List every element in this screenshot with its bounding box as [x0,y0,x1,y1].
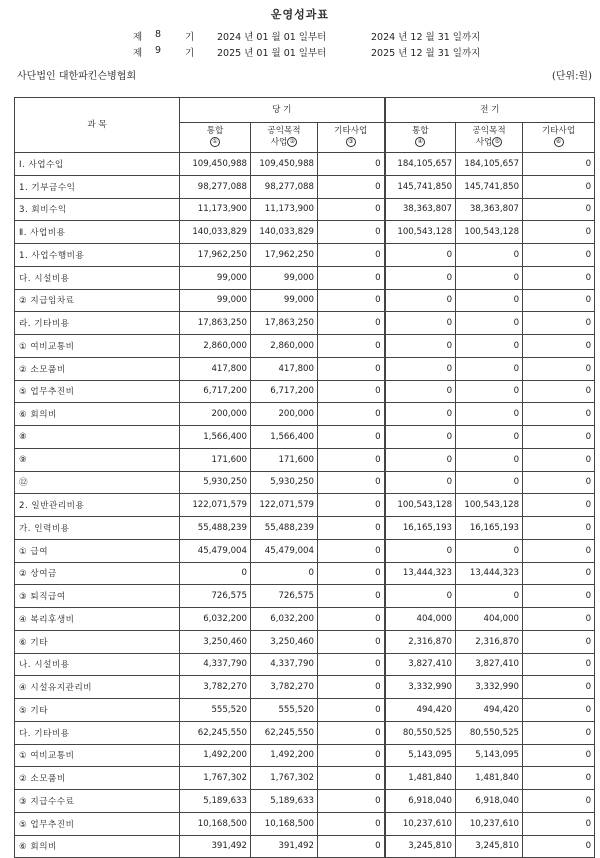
row-value: 0 [523,517,595,540]
row-item-name: 1. 기부금수익 [15,175,180,198]
table-row [15,448,595,471]
row-value: 0 [523,585,595,608]
table-row [15,608,595,631]
table-row [15,653,595,676]
row-value: 10,237,610 [385,812,456,835]
row-value: 140,033,829 [251,221,318,244]
row-value: 184,105,657 [385,153,456,176]
row-value: 100,543,128 [385,494,456,517]
row-value: 13,444,323 [456,562,523,585]
period-end: 2025 년 12 월 31 일까지 [371,48,481,59]
column-header [180,123,251,153]
row-value: 0 [523,357,595,380]
column-number-marker: ⑥ [554,137,564,147]
table-row [15,357,595,380]
row-value: 494,420 [385,699,456,722]
row-value: 0 [318,744,385,767]
row-value: 0 [523,744,595,767]
row-value: 0 [318,676,385,699]
row-value: 0 [523,562,595,585]
row-value: 0 [523,539,595,562]
row-value: 17,863,250 [251,312,318,335]
row-value: 145,741,850 [456,175,523,198]
column-number-marker: ⑤ [492,137,502,147]
row-value: 1,767,302 [180,767,251,790]
row-value: 0 [456,539,523,562]
row-value: 0 [523,289,595,312]
column-number-marker: ③ [346,137,356,147]
row-value: 98,277,088 [180,175,251,198]
row-value: 13,444,323 [385,562,456,585]
column-header [523,123,595,153]
row-value: 0 [523,790,595,813]
row-item-name: 가. 인력비용 [15,517,180,540]
row-value: 0 [523,266,595,289]
row-value: 0 [318,699,385,722]
row-value: 0 [318,312,385,335]
row-value: 0 [318,380,385,403]
row-value: 0 [523,767,595,790]
row-item-name: ⑥ 회의비 [15,835,180,858]
table-row [15,539,595,562]
row-value: 0 [523,380,595,403]
column-header [385,123,456,153]
row-value: 0 [318,790,385,813]
table-row [15,812,595,835]
row-item-name: Ⅱ. 사업비용 [15,221,180,244]
column-header-label: 공익목적 [267,126,301,137]
table-row [15,471,595,494]
table-row [15,744,595,767]
row-value: 17,962,250 [251,244,318,267]
row-value: 200,000 [180,403,251,426]
row-value: 0 [456,266,523,289]
row-value: 0 [385,312,456,335]
table-row [15,153,595,176]
row-value: 10,168,500 [251,812,318,835]
row-value: 0 [523,653,595,676]
row-item-name: 1. 사업수행비용 [15,244,180,267]
row-value: 6,032,200 [180,608,251,631]
row-item-name: ③ 퇴직급여 [15,585,180,608]
row-value: 80,550,525 [385,721,456,744]
row-value: 10,237,610 [456,812,523,835]
column-header-label: 기타사업 [541,126,576,137]
row-value: 3,250,460 [251,630,318,653]
column-number-marker: ④ [415,137,425,147]
period-number: 8 [155,29,162,40]
row-value: 0 [523,335,595,358]
row-value: 3,827,410 [456,653,523,676]
row-value: 0 [318,585,385,608]
row-item-name: ⑤ 기타 [15,699,180,722]
row-value: 0 [523,630,595,653]
row-value: 0 [318,812,385,835]
row-value: 3,782,270 [180,676,251,699]
row-value: 1,492,200 [180,744,251,767]
row-value: 5,930,250 [251,471,318,494]
row-value: 0 [523,153,595,176]
row-value: 0 [318,562,385,585]
row-value: 726,575 [251,585,318,608]
row-item-name: ⑧ [15,426,180,449]
row-value: 55,488,239 [251,517,318,540]
column-header [318,123,385,153]
period-gi: 기 [185,32,195,43]
row-value: 5,189,633 [180,790,251,813]
row-value: 0 [318,289,385,312]
row-value: 0 [318,244,385,267]
row-value: 3,332,990 [456,676,523,699]
row-value: 0 [385,403,456,426]
row-value: 16,165,193 [456,517,523,540]
row-value: 0 [318,767,385,790]
row-value: 0 [385,448,456,471]
row-value: 4,337,790 [180,653,251,676]
row-value: 98,277,088 [251,175,318,198]
row-value: 0 [456,289,523,312]
period-number: 9 [155,45,162,56]
column-header-label: 사업 [270,137,288,148]
table-row [15,198,595,221]
row-value: 0 [318,721,385,744]
row-value: 6,032,200 [251,608,318,631]
row-value: 2,316,870 [456,630,523,653]
row-value: 109,450,988 [180,153,251,176]
row-value: 0 [318,357,385,380]
unit-label: (단위:원) [551,71,592,82]
row-value: 0 [385,380,456,403]
row-value: 0 [523,812,595,835]
row-value: 5,930,250 [180,471,251,494]
row-value: 0 [523,721,595,744]
row-value: 3,245,810 [456,835,523,858]
row-value: 0 [318,426,385,449]
table-row [15,266,595,289]
row-value: 11,173,900 [180,198,251,221]
row-item-name: ① 여비교통비 [15,744,180,767]
row-value: 200,000 [251,403,318,426]
column-number-marker: ② [287,137,297,147]
table-row [15,585,595,608]
row-value: 0 [456,244,523,267]
row-value: 0 [318,175,385,198]
row-item-name: ⑥ 회의비 [15,403,180,426]
item-header: 과 목 [15,98,180,153]
row-value: 0 [456,380,523,403]
row-value: 3,827,410 [385,653,456,676]
row-value: 0 [523,835,595,858]
row-value: 3,250,460 [180,630,251,653]
table-row [15,335,595,358]
row-value: 5,189,633 [251,790,318,813]
row-item-name: 다. 기타비용 [15,721,180,744]
row-value: 6,918,040 [385,790,456,813]
row-value: 0 [456,335,523,358]
row-value: 1,492,200 [251,744,318,767]
row-value: 0 [456,357,523,380]
row-value: 0 [385,289,456,312]
table-row [15,630,595,653]
row-item-name: ② 지급임차료 [15,289,180,312]
row-value: 0 [523,699,595,722]
row-value: 0 [456,471,523,494]
row-item-name: ⑤ 업무추진비 [15,812,180,835]
column-header-label: 사업 [475,137,493,148]
row-value: 391,492 [180,835,251,858]
row-item-name: ③ 지급수수료 [15,790,180,813]
row-value: 0 [523,676,595,699]
row-item-name: ⑫ [15,471,180,494]
column-header-label: 통합 [411,126,429,137]
row-item-name: 다. 시설비용 [15,266,180,289]
row-value: 45,479,004 [180,539,251,562]
row-item-name: ④ 시설유지관리비 [15,676,180,699]
table-body [15,153,595,858]
row-item-name: ① 급여 [15,539,180,562]
row-value: 99,000 [251,289,318,312]
column-header-label: 통합 [206,126,224,137]
row-value: 0 [456,312,523,335]
row-value: 0 [385,244,456,267]
table-row [15,244,595,267]
table-row [15,312,595,335]
row-value: 38,363,807 [385,198,456,221]
row-value: 45,479,004 [251,539,318,562]
row-value: 100,543,128 [385,221,456,244]
row-value: 0 [523,608,595,631]
row-value: 6,717,200 [180,380,251,403]
row-value: 0 [385,539,456,562]
row-value: 726,575 [180,585,251,608]
row-value: 0 [456,403,523,426]
table-row [15,699,595,722]
row-value: 6,918,040 [456,790,523,813]
row-value: 0 [318,630,385,653]
row-value: 3,782,270 [251,676,318,699]
row-value: 2,860,000 [251,335,318,358]
table-row [15,221,595,244]
period-label: 제 [133,32,143,43]
row-value: 62,245,550 [180,721,251,744]
row-item-name: 2. 일반관리비용 [15,494,180,517]
table-row [15,721,595,744]
row-value: 555,520 [251,699,318,722]
row-value: 1,566,400 [180,426,251,449]
row-value: 0 [456,585,523,608]
row-value: 99,000 [180,289,251,312]
row-value: 5,143,095 [385,744,456,767]
row-value: 494,420 [456,699,523,722]
row-value: 555,520 [180,699,251,722]
row-value: 0 [318,471,385,494]
column-header [251,123,318,153]
row-value: 0 [456,426,523,449]
row-value: 1,481,840 [456,767,523,790]
row-value: 5,143,095 [456,744,523,767]
table-row [15,426,595,449]
row-value: 0 [385,585,456,608]
row-value: 0 [523,448,595,471]
row-value: 1,481,840 [385,767,456,790]
row-item-name: ② 상여금 [15,562,180,585]
row-item-name: 나. 시설비용 [15,653,180,676]
row-value: 0 [318,221,385,244]
row-value: 417,800 [180,357,251,380]
row-value: 55,488,239 [180,517,251,540]
column-header [456,123,523,153]
organization-name: 사단법인 대한파킨슨병협회 [17,71,137,82]
table-row [15,790,595,813]
table-row [15,676,595,699]
row-value: 184,105,657 [456,153,523,176]
row-value: 0 [456,448,523,471]
row-value: 0 [180,562,251,585]
previous-period-header: 전 기 [385,98,595,123]
row-item-name: Ⅰ. 사업수입 [15,153,180,176]
period-start: 2025 년 01 월 01 일부터 [217,48,327,59]
row-item-name: ④ 복리후생비 [15,608,180,631]
row-value: 0 [318,335,385,358]
row-value: 109,450,988 [251,153,318,176]
row-value: 0 [318,653,385,676]
table-row [15,403,595,426]
table-row [15,289,595,312]
row-value: 1,566,400 [251,426,318,449]
row-value: 0 [318,494,385,517]
row-value: 0 [318,608,385,631]
row-item-name: ② 소모품비 [15,767,180,790]
current-period-header: 당 기 [180,98,385,123]
row-value: 100,543,128 [456,221,523,244]
row-value: 3,332,990 [385,676,456,699]
row-value: 0 [385,426,456,449]
table-row [15,380,595,403]
period-label: 제 [133,48,143,59]
row-value: 404,000 [456,608,523,631]
row-value: 0 [251,562,318,585]
row-value: 0 [523,312,595,335]
row-value: 122,071,579 [251,494,318,517]
table-row [15,562,595,585]
table-row [15,517,595,540]
row-value: 0 [385,471,456,494]
row-value: 99,000 [251,266,318,289]
row-item-name: ② 소모품비 [15,357,180,380]
row-value: 0 [523,403,595,426]
table-row [15,175,595,198]
row-value: 171,600 [251,448,318,471]
row-value: 0 [385,335,456,358]
row-value: 80,550,525 [456,721,523,744]
row-value: 0 [385,266,456,289]
row-value: 404,000 [385,608,456,631]
row-value: 0 [318,835,385,858]
row-value: 140,033,829 [180,221,251,244]
operating-results-table [14,97,595,858]
row-value: 145,741,850 [385,175,456,198]
period-gi: 기 [185,48,195,59]
row-value: 17,962,250 [180,244,251,267]
report-title: 운영성과표 [270,8,330,21]
row-value: 122,071,579 [180,494,251,517]
row-value: 0 [318,448,385,471]
row-item-name: 라. 기타비용 [15,312,180,335]
row-value: 0 [523,175,595,198]
row-value: 3,245,810 [385,835,456,858]
row-value: 0 [523,198,595,221]
row-value: 11,173,900 [251,198,318,221]
row-value: 0 [318,539,385,562]
row-value: 0 [385,357,456,380]
row-value: 0 [318,198,385,221]
row-value: 0 [523,471,595,494]
row-item-name: ⑥ 기타 [15,630,180,653]
row-value: 10,168,500 [180,812,251,835]
row-item-name: ⑨ [15,448,180,471]
row-value: 17,863,250 [180,312,251,335]
row-value: 99,000 [180,266,251,289]
row-value: 0 [318,517,385,540]
column-header-label: 공익목적 [472,126,506,137]
row-value: 417,800 [251,357,318,380]
row-value: 0 [318,403,385,426]
row-value: 16,165,193 [385,517,456,540]
table-row [15,767,595,790]
row-value: 4,337,790 [251,653,318,676]
row-value: 62,245,550 [251,721,318,744]
column-number-marker: ① [210,137,220,147]
row-value: 0 [318,266,385,289]
table-row [15,835,595,858]
row-value: 100,543,128 [456,494,523,517]
column-header-label: 기타사업 [334,126,368,137]
row-value: 2,860,000 [180,335,251,358]
row-value: 391,492 [251,835,318,858]
row-item-name: ① 여비교통비 [15,335,180,358]
table-row [15,494,595,517]
row-value: 0 [523,221,595,244]
row-value: 0 [523,244,595,267]
row-item-name: ⑤ 업무추진비 [15,380,180,403]
period-start: 2024 년 01 월 01 일부터 [217,32,327,43]
row-value: 0 [523,494,595,517]
row-item-name: 3. 회비수익 [15,198,180,221]
row-value: 171,600 [180,448,251,471]
row-value: 1,767,302 [251,767,318,790]
row-value: 2,316,870 [385,630,456,653]
row-value: 38,363,807 [456,198,523,221]
row-value: 0 [318,153,385,176]
period-end: 2024 년 12 월 31 일까지 [371,32,481,43]
row-value: 6,717,200 [251,380,318,403]
row-value: 0 [523,426,595,449]
